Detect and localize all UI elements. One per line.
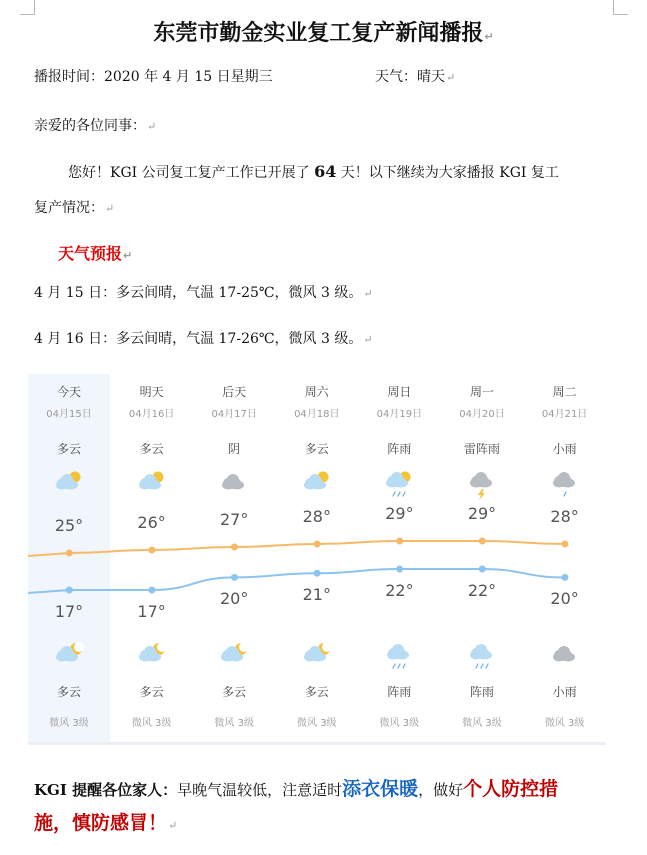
forecast-day-name: 明天 xyxy=(139,385,164,399)
forecast-date: 04月15日 xyxy=(46,409,92,420)
forecast-heading: 天气预报↵ xyxy=(58,244,133,263)
partly-cloudy-sun-icon xyxy=(28,468,110,494)
high-temperature: 29° xyxy=(467,504,497,523)
wind-level: 微风 3级 xyxy=(49,718,89,729)
wind-level: 微风 3级 xyxy=(297,718,337,729)
low-temperature: 17° xyxy=(54,602,84,621)
high-temperature: 28° xyxy=(550,507,579,526)
page-corner-mark-right xyxy=(613,0,628,15)
forecast-line-2: 4 月 16 日：多云间晴，气温 17-26℃，微风 3 级。↵ xyxy=(34,331,373,347)
thunderstorm-icon xyxy=(441,468,523,494)
page-title: 东莞市勤金实业复工复产新闻播报↵ xyxy=(153,21,494,46)
night-condition: 多云 xyxy=(304,685,329,699)
forecast-date: 04月20日 xyxy=(459,409,505,420)
high-temperature: 25° xyxy=(54,516,84,535)
forecast-day-name: 周日 xyxy=(387,385,412,399)
partly-cloudy-sun-icon xyxy=(111,468,193,494)
shower-cloud-icon xyxy=(441,640,523,666)
intro-paragraph-line1: 您好！KGI 公司复工复产工作已开展了 64 天！以下继续为大家播报 KGI 复工 xyxy=(68,162,559,181)
high-temperature: 29° xyxy=(385,504,414,523)
low-temperature: 22° xyxy=(385,581,414,600)
day-condition: 多云 xyxy=(139,442,164,456)
day-condition: 阵雨 xyxy=(387,442,412,456)
weather-forecast-widget xyxy=(28,374,606,745)
broadcast-time: 播报时间：2020 年 4 月 15 日星期三 xyxy=(34,69,273,85)
forecast-day-column xyxy=(524,374,606,745)
day-condition: 小雨 xyxy=(552,442,577,456)
forecast-day-column xyxy=(358,374,440,745)
page-corner-mark-left xyxy=(20,0,35,15)
forecast-date: 04月21日 xyxy=(541,409,588,420)
day-condition: 多云 xyxy=(304,442,329,456)
light-rain-icon xyxy=(524,468,606,494)
days-count: 64 xyxy=(314,162,337,181)
low-temperature: 17° xyxy=(137,602,166,621)
wind-level: 微风 3级 xyxy=(214,718,254,729)
reminder-highlight-warm: 添衣保暖 xyxy=(342,778,419,800)
forecast-day-name: 周六 xyxy=(304,385,329,399)
night-condition: 小雨 xyxy=(552,685,577,699)
reminder-line-2: 施，慎防感冒！↵ xyxy=(34,812,178,834)
greeting-line: 亲爱的各位同事：↵ xyxy=(34,118,157,134)
forecast-day-column xyxy=(441,374,523,745)
low-temperature: 20° xyxy=(220,589,249,609)
night-condition: 多云 xyxy=(222,685,247,699)
intro-paragraph-line2: 复产情况：↵ xyxy=(34,200,115,216)
current-weather: 天气：晴天↵ xyxy=(375,69,456,85)
partly-cloudy-sun-icon xyxy=(276,468,358,494)
night-condition: 多云 xyxy=(139,685,164,699)
forecast-date: 04月16日 xyxy=(128,409,175,420)
forecast-day-name: 后天 xyxy=(222,385,247,399)
shower-cloud-icon xyxy=(358,640,440,666)
high-temperature: 27° xyxy=(220,510,249,529)
low-temperature: 21° xyxy=(302,585,331,605)
forecast-day-name: 周一 xyxy=(469,385,494,399)
reminder-line-1: KGI 提醒各位家人：早晚气温较低，注意适时添衣保暖，做好个人防控措 xyxy=(34,778,559,800)
forecast-day-column xyxy=(276,374,358,745)
high-temperature: 28° xyxy=(302,507,331,526)
forecast-date: 04月18日 xyxy=(294,409,340,420)
night-condition: 多云 xyxy=(56,685,81,699)
partly-cloudy-moon-icon xyxy=(276,640,358,666)
partly-cloudy-moon-icon xyxy=(28,640,110,666)
wind-level: 微风 3级 xyxy=(131,718,172,729)
forecast-day-column xyxy=(193,374,275,745)
forecast-day-name: 周二 xyxy=(552,385,577,399)
day-condition: 雷阵雨 xyxy=(463,442,500,456)
shower-sun-icon xyxy=(358,468,440,494)
low-temperature: 22° xyxy=(467,581,497,600)
wind-level: 微风 3级 xyxy=(462,718,502,729)
wind-level: 微风 3级 xyxy=(379,718,420,729)
night-condition: 阵雨 xyxy=(387,685,412,699)
forecast-date: 04月19日 xyxy=(376,409,423,420)
forecast-day-column xyxy=(111,374,193,745)
wind-level: 微风 3级 xyxy=(544,718,585,729)
night-condition: 阵雨 xyxy=(469,685,494,699)
partly-cloudy-moon-icon xyxy=(193,640,275,666)
forecast-date: 04月17日 xyxy=(211,409,257,420)
day-condition: 多云 xyxy=(56,442,81,456)
partly-cloudy-moon-icon xyxy=(111,640,193,666)
overcast-cloud-icon xyxy=(193,468,275,494)
forecast-day-name: 今天 xyxy=(56,385,81,399)
day-condition: 阴 xyxy=(228,442,241,456)
high-temperature: 26° xyxy=(137,513,166,532)
overcast-cloud-icon xyxy=(524,640,606,666)
forecast-day-column xyxy=(28,374,110,745)
forecast-line-1: 4 月 15 日：多云间晴，气温 17-25℃，微风 3 级。↵ xyxy=(34,285,373,301)
low-temperature: 20° xyxy=(550,589,579,609)
reminder-highlight-prevention: 个人防控措 xyxy=(463,778,559,800)
